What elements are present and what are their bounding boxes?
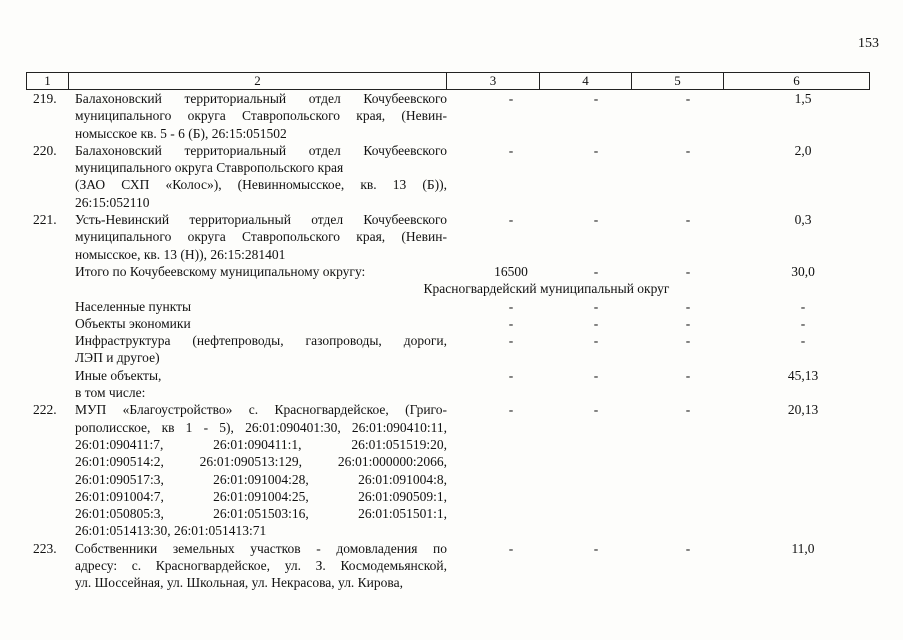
- description-line: 26:01:090517:3, 26:01:091004:28, 26:01:091004:8,: [75, 471, 447, 487]
- row-number: 219.: [33, 91, 57, 106]
- description-line: (ЗАО СХП «Колос»), (Невинномысское, кв. 13 (Б)),: [75, 177, 447, 193]
- description-line: ЛЭП и другое): [75, 350, 160, 366]
- description-line: Балахоновский территориальный отдел Кочубеевского: [75, 91, 447, 106]
- cell-col-6: 20,13: [787, 402, 819, 418]
- cell-col-3: -: [508, 315, 514, 331]
- description-line: ул. Шоссейная, ул. Школьная, ул. Некрасова, ул. Кирова,: [75, 575, 403, 591]
- cell-col-4: -: [593, 142, 599, 158]
- row-description: [75, 367, 447, 402]
- cell-col-6: -: [800, 298, 806, 314]
- table-row: [0, 315, 903, 332]
- cell-col-5: -: [685, 540, 691, 556]
- cell-col-5: -: [685, 367, 691, 383]
- cell-col-5: -: [685, 91, 691, 106]
- table-row: [0, 298, 903, 315]
- table-body: [0, 90, 903, 592]
- description-line: 26:15:052110: [75, 194, 150, 210]
- cell-col-6: -: [800, 315, 806, 331]
- description-line: муниципального округа Ставропольского края, (Невин-: [75, 229, 447, 245]
- row-number: 223.: [33, 540, 57, 556]
- description-line: 26:01:091004:7, 26:01:091004:25, 26:01:090509:1,: [75, 488, 447, 504]
- section-title: Красногвардейский муниципальный округ: [423, 281, 670, 297]
- table-row: [0, 90, 903, 142]
- description-line: 26:01:050805:3, 26:01:051503:16, 26:01:051501:1,: [75, 506, 447, 522]
- row-description: [75, 540, 447, 592]
- column-header-2: 2: [69, 73, 447, 89]
- table-row: [0, 367, 903, 402]
- column-header-6: 6: [793, 73, 800, 88]
- description-line: Населенные пункты: [75, 298, 192, 314]
- description-line: Инфраструктура (нефтепроводы, газопроводы, дороги,: [75, 333, 447, 349]
- cell-col-6: 45,13: [787, 367, 819, 383]
- cell-col-6: 2,0: [794, 142, 812, 158]
- description-line: МУП «Благоустройство» с. Красногвардейское, (Григо-: [75, 402, 447, 418]
- table-row: [0, 263, 903, 280]
- table-row: [0, 332, 903, 367]
- description-line: Объекты экономики: [75, 315, 191, 331]
- cell-col-3: 16500: [494, 263, 528, 279]
- row-description: [75, 142, 447, 211]
- column-header-1: 1: [27, 73, 69, 89]
- cell-col-4: -: [593, 315, 599, 331]
- row-description: [75, 298, 447, 315]
- cell-col-3: -: [508, 298, 514, 314]
- cell-col-3: -: [508, 540, 514, 556]
- cell-col-6: 30,0: [791, 263, 815, 279]
- row-number: 220.: [33, 142, 57, 158]
- row-description: [75, 263, 447, 280]
- description-line: 26:01:090514:2, 26:01:090513:129, 26:01:000000:2066,: [75, 454, 447, 470]
- cell-col-6: 1,5: [794, 91, 812, 106]
- cell-col-4: -: [593, 298, 599, 314]
- cell-col-5: -: [685, 212, 691, 228]
- column-header-row: [26, 72, 870, 90]
- description-line: Иные объекты,: [75, 367, 162, 383]
- description-line: Усть-Невинский территориальный отдел Кочубеевского: [75, 212, 447, 228]
- cell-col-4: -: [593, 540, 599, 556]
- cell-col-4: -: [593, 91, 599, 106]
- row-description: [75, 211, 447, 263]
- description-line: Итого по Кочубеевскому муниципальному округу:: [75, 263, 366, 279]
- description-line: рополисское, кв 1 - 5), 26:01:090401:30, 26:01:090410:11,: [75, 419, 447, 435]
- cell-col-3: -: [508, 142, 514, 158]
- cell-col-4: -: [593, 212, 599, 228]
- cell-col-3: -: [508, 212, 514, 228]
- cell-col-4: -: [593, 263, 599, 279]
- description-line: Собственники земельных участков - домовладения по: [75, 540, 447, 556]
- description-line: в том числе:: [75, 385, 146, 401]
- row-description: [75, 315, 447, 332]
- cell-col-3: -: [508, 333, 514, 349]
- description-line: 26:01:090411:7, 26:01:090411:1, 26:01:051519:20,: [75, 436, 447, 452]
- column-header-4: 4: [540, 73, 632, 89]
- cell-col-3: -: [508, 402, 514, 418]
- cell-col-5: -: [685, 263, 691, 279]
- cell-col-4: -: [593, 367, 599, 383]
- cell-col-5: -: [685, 142, 691, 158]
- cell-col-5: -: [685, 333, 691, 349]
- cell-col-4: -: [593, 333, 599, 349]
- column-header-3: 3: [447, 73, 540, 89]
- description-line: адресу: с. Красногвардейское, ул. З. Космодемьянской,: [75, 558, 447, 574]
- cell-col-5: -: [685, 315, 691, 331]
- cell-col-6: 0,3: [794, 212, 812, 228]
- description-line: 26:01:051413:30, 26:01:051413:71: [75, 523, 267, 539]
- table-row: [0, 211, 903, 263]
- table-row: [0, 540, 903, 592]
- table-row: [0, 401, 903, 539]
- description-line: номысское кв. 5 - 6 (Б), 26:15:051502: [75, 125, 287, 141]
- column-header-5: 5: [632, 73, 724, 89]
- description-line: муниципального округа Ставропольского края: [75, 160, 344, 176]
- page-number: 153: [858, 36, 879, 51]
- row-description: [75, 90, 447, 142]
- cell-col-4: -: [593, 402, 599, 418]
- description-line: муниципального округа Ставропольского края, (Невин-: [75, 108, 447, 124]
- cell-col-6: 11,0: [791, 540, 815, 556]
- row-description: [75, 401, 447, 539]
- cell-col-5: -: [685, 298, 691, 314]
- table-row: [0, 142, 903, 211]
- description-line: номысское, кв. 13 (Н)), 26:15:281401: [75, 246, 286, 262]
- row-description: [75, 332, 447, 367]
- description-line: Балахоновский территориальный отдел Кочубеевского: [75, 142, 447, 158]
- cell-col-3: -: [508, 91, 514, 106]
- row-number: 222.: [33, 402, 57, 418]
- cell-col-6: -: [800, 333, 806, 349]
- cell-col-5: -: [685, 402, 691, 418]
- row-number: 221.: [33, 212, 57, 228]
- cell-col-3: -: [508, 367, 514, 383]
